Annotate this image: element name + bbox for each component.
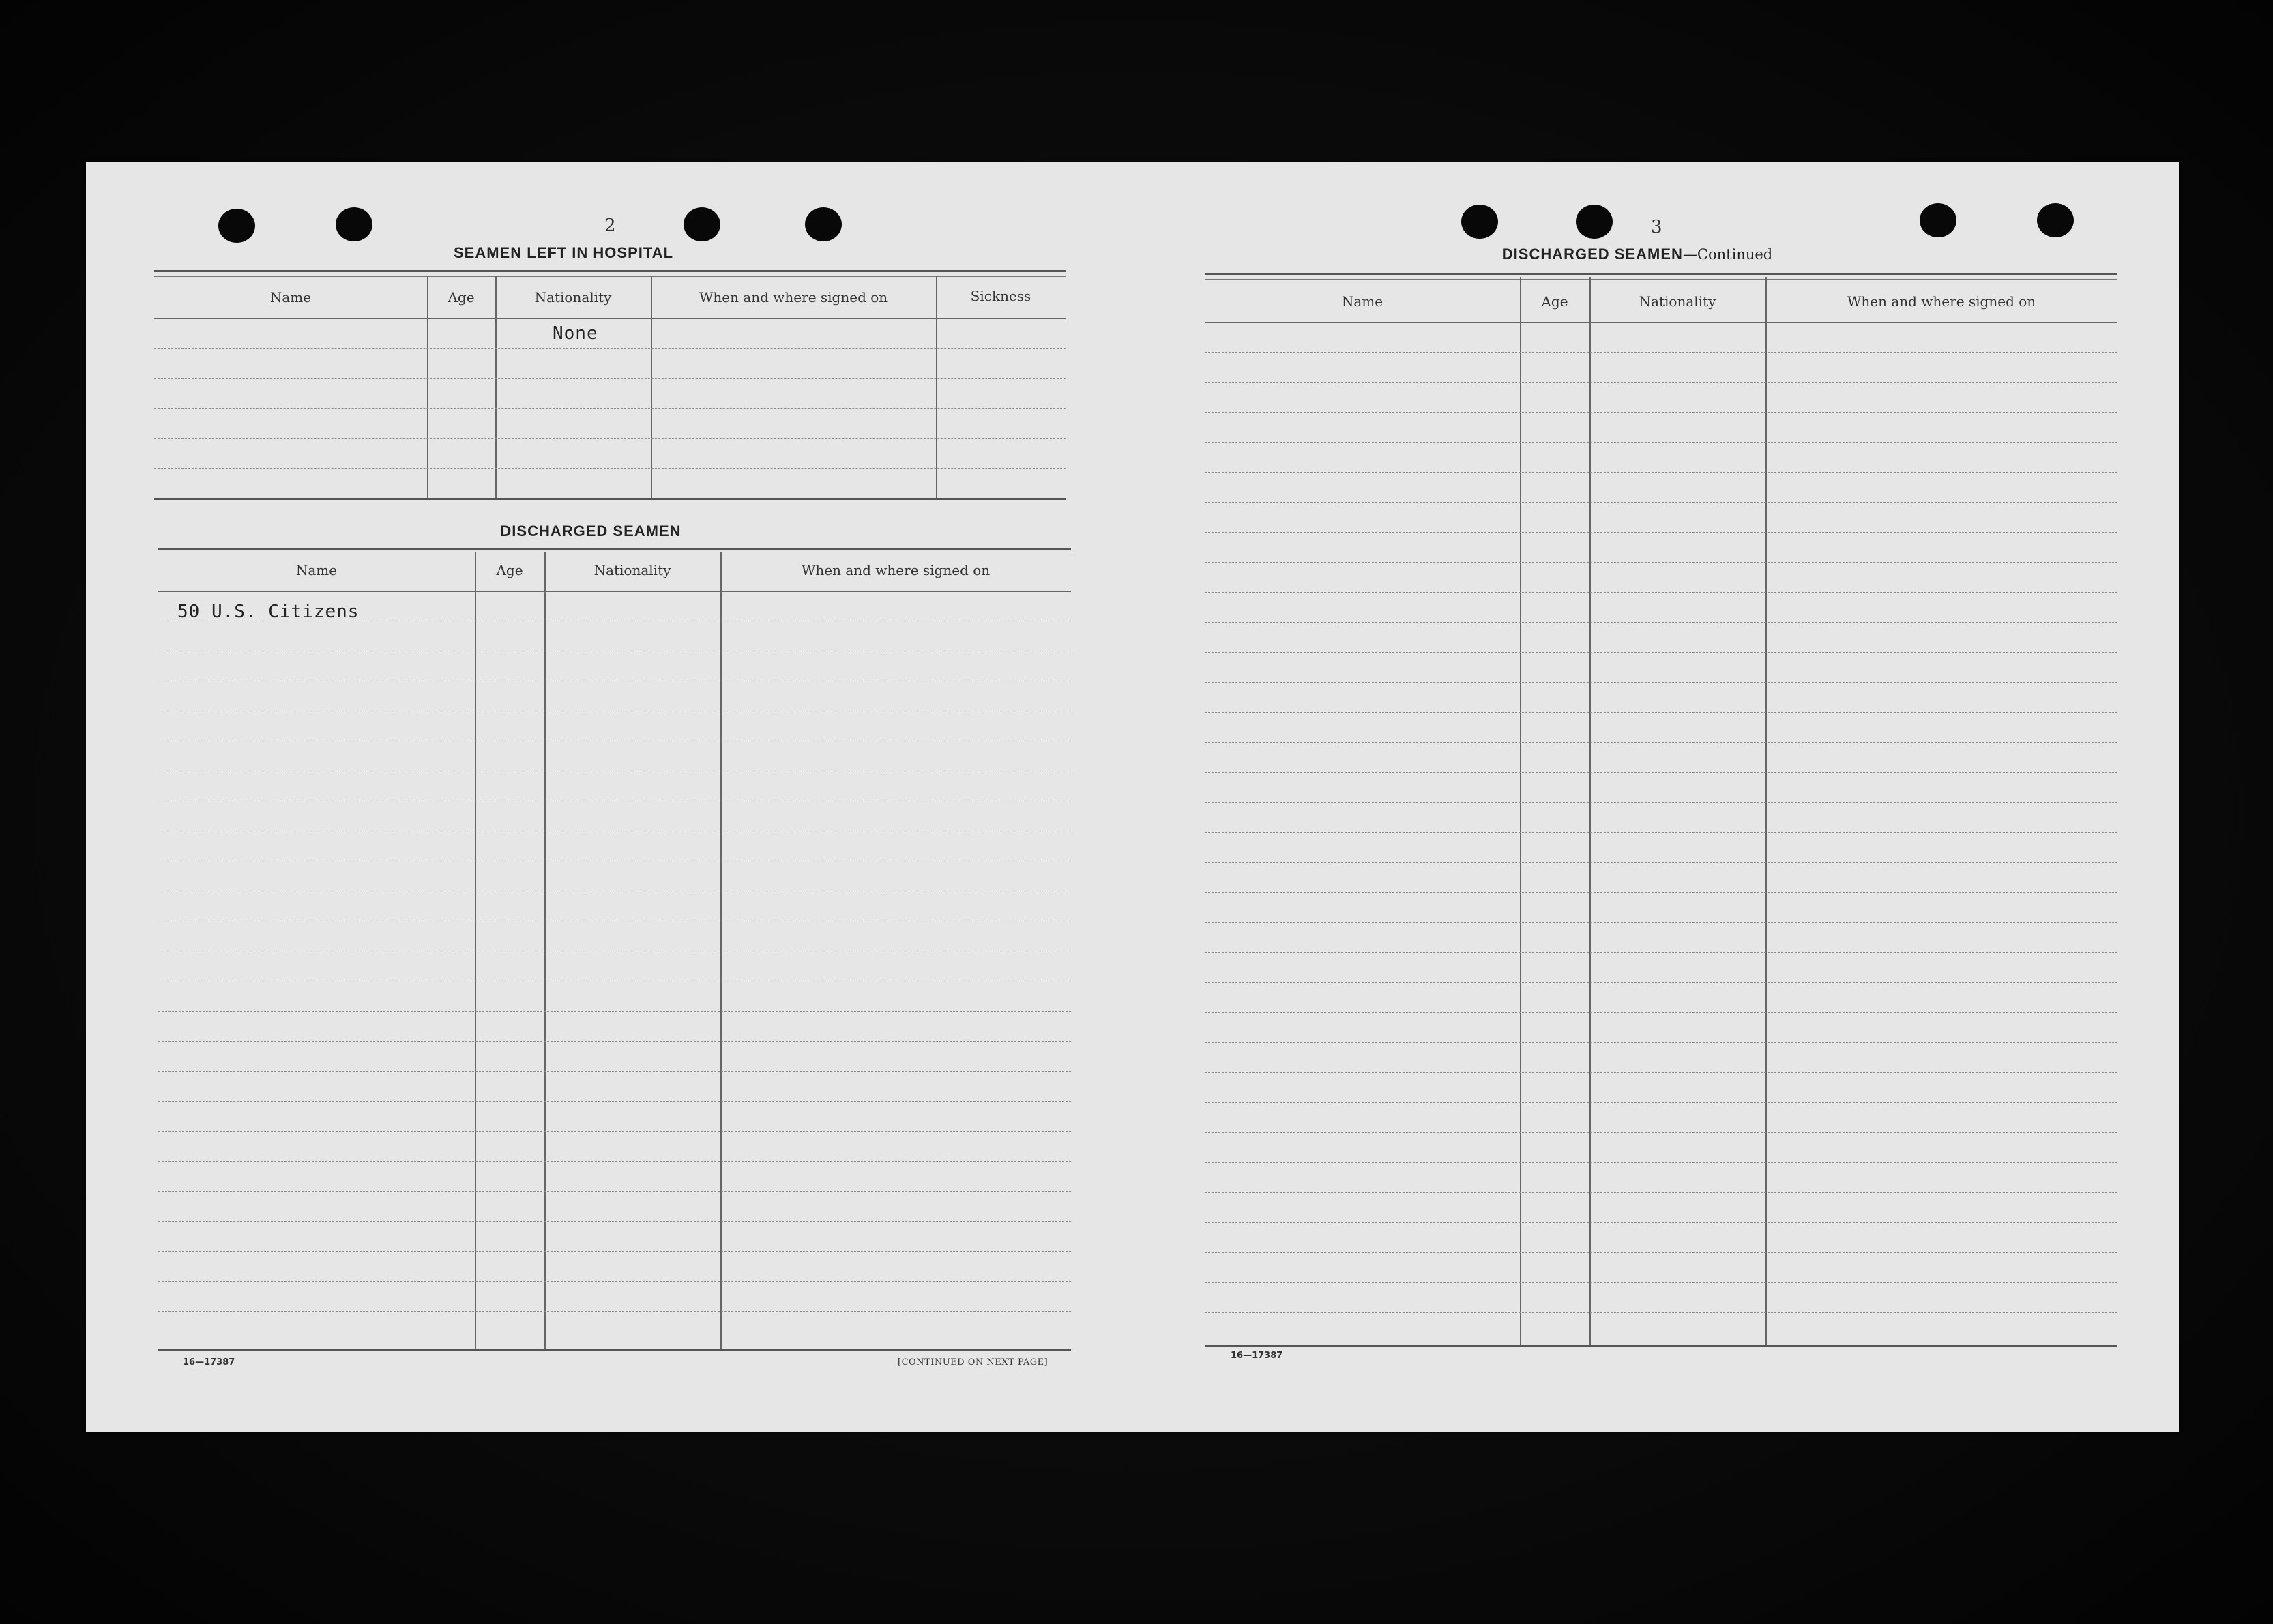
page-number: 2 [604,216,616,236]
punch-hole [336,207,372,241]
col-age: Age [496,562,523,578]
col-age: Age [448,289,475,306]
form-number: 16—17387 [183,1357,235,1368]
page-number: 3 [1651,217,1662,237]
col-when-where: When and where signed on [699,289,888,306]
right-page [1132,162,2179,1432]
punch-hole [1920,203,1956,237]
discharged-continued-table [1205,273,2117,1346]
discharged-section-title: DISCHARGED SEAMEN [500,522,681,540]
ledger-spread [86,162,2179,1432]
hospital-section-title: SEAMEN LEFT IN HOSPITAL [453,244,674,261]
punch-hole [805,207,842,241]
hospital-table [154,270,1066,499]
punch-hole [2037,203,2074,237]
col-age: Age [1541,293,1568,310]
discharged-continued-title: DISCHARGED SEAMEN—Continued [1501,246,1773,263]
col-name: Name [295,562,338,578]
col-name: Name [1341,293,1383,310]
punch-hole [1461,205,1498,239]
hospital-entry: None [553,323,598,344]
form-number: 16—17387 [1231,1350,1283,1361]
col-sickness: Sickness [970,288,1031,304]
continued-note: [CONTINUED ON NEXT PAGE] [898,1357,1048,1368]
col-when-where: When and where signed on [801,562,991,578]
punch-hole [218,209,255,243]
left-page [86,162,1132,1432]
punch-hole [1576,205,1613,239]
punch-hole [684,207,720,241]
col-nationality: Nationality [1639,293,1716,310]
col-when-where: When and where signed on [1847,293,2036,310]
discharged-table [158,548,1071,1350]
col-name: Name [269,289,312,306]
col-nationality: Nationality [593,562,671,578]
discharged-entry: 50 U.S. Citizens [177,602,360,622]
col-nationality: Nationality [534,289,612,306]
